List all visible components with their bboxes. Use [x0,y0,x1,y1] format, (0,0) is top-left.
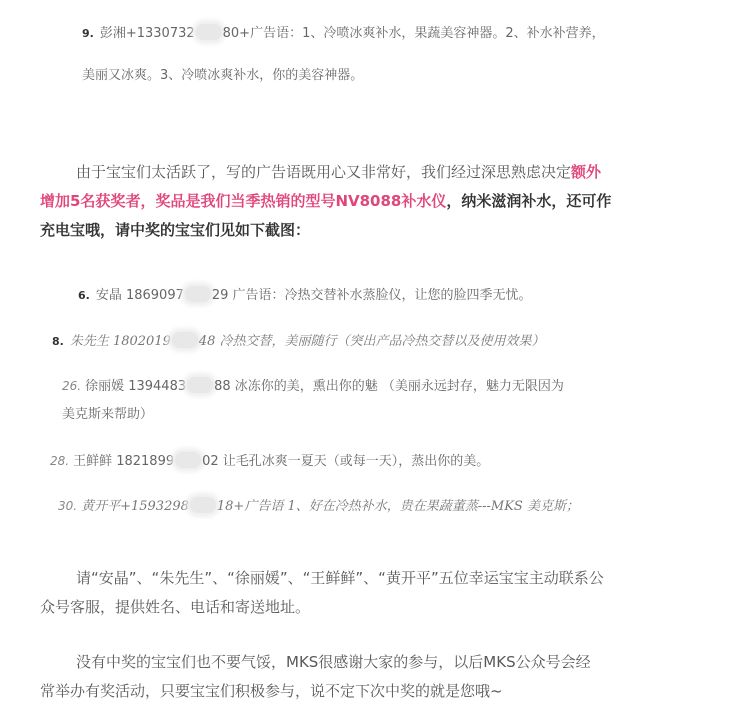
entry-number: 8. [52,335,64,348]
closing-paragraph-line2: 常举办有奖活动，只要宝宝们积极参与，说不定下次中奖的就是您哦~ [40,682,503,700]
winner-entry-9-line2: 美丽又冰爽。3、冷喷冰爽补水，你的美容神器。 [82,68,364,83]
entry-number: 30. [58,499,78,513]
contact-paragraph-line2: 众号客服，提供姓名、电话和寄送地址。 [40,598,311,616]
winner-entry-8 [52,332,545,352]
entry-text-end: 80+广告语：1、冷喷冰爽补水，果蔬美容神器。2、补水补营养， [222,26,605,41]
entry-text-end: 48 冷热交替，美丽随行（突出产品冷热交替以及使用效果） [198,334,545,349]
highlight-text: 额外 [571,163,602,181]
strong-text: 充电宝哦，请中奖的宝宝们见如下截图： [40,221,311,239]
announcement-paragraph-line3 [40,216,310,244]
redacted-phone-blur [190,497,216,513]
entry-text-end: 02 让毛孔冰爽一夏天（或每一天），蒸出你的美。 [202,454,490,469]
winner-entry-6 [78,286,532,306]
entry-text-start: 朱先生 1802019 [69,334,171,349]
entry-text-start: 安晶 1869097 [95,288,184,303]
winner-entry-9 [82,24,605,44]
entry-text-end: 88 冰冻你的美，熏出你的魅 （美丽永远封存，魅力无限因为 [214,379,564,394]
entry-number: 9. [82,27,94,40]
redacted-phone-blur [196,24,222,40]
redacted-phone-blur [187,377,213,393]
entry-number: 26. [62,379,82,393]
paragraph-text: 由于宝宝们太活跃了，写的广告语既用心又非常好，我们经过深思熟虑决定 [76,163,572,181]
entry-text-start: 王鲜鲜 1821899 [73,454,175,469]
winner-entry-26 [62,376,564,397]
redacted-phone-blur [175,452,201,468]
redacted-phone-blur [172,332,198,348]
entry-text-end: 29 广告语：冷热交替补水蒸脸仪，让您的脸四季无忧。 [211,288,532,303]
strong-text: ，纳米滋润补水，还可作 [446,192,612,210]
entry-number: 28. [50,454,70,468]
winner-entry-26-line2: 美克斯来帮助） [62,407,154,422]
entry-text-end: 18+广告语 1、好在冷热补水，贵在果蔬董蒸---MKS 美克斯； [216,499,579,514]
entry-text-start: 黄开平+1593298 [81,499,189,514]
contact-paragraph-line1: 请“安晶”、“朱先生”、“徐丽媛”、“王鲜鲜”、“黄开平”五位幸运宝宝主动联系公 [76,569,604,587]
winner-entry-28 [50,451,489,472]
announcement-paragraph-line2 [40,187,611,215]
announcement-paragraph-line1 [76,158,601,186]
winner-entry-30 [58,496,579,517]
entry-number: 6. [78,289,90,302]
highlight-text: 增加5名获奖者，奖品是我们当季热销的型号NV8088补水仪 [40,192,447,210]
closing-paragraph-line1: 没有中奖的宝宝们也不要气馁，MKS很感谢大家的参与，以后MKS公众号会经 [76,653,591,671]
entry-text-start: 徐丽媛 1394483 [85,379,187,394]
entry-text-start: 彭湘+1330732 [99,26,195,41]
redacted-phone-blur [185,286,211,302]
